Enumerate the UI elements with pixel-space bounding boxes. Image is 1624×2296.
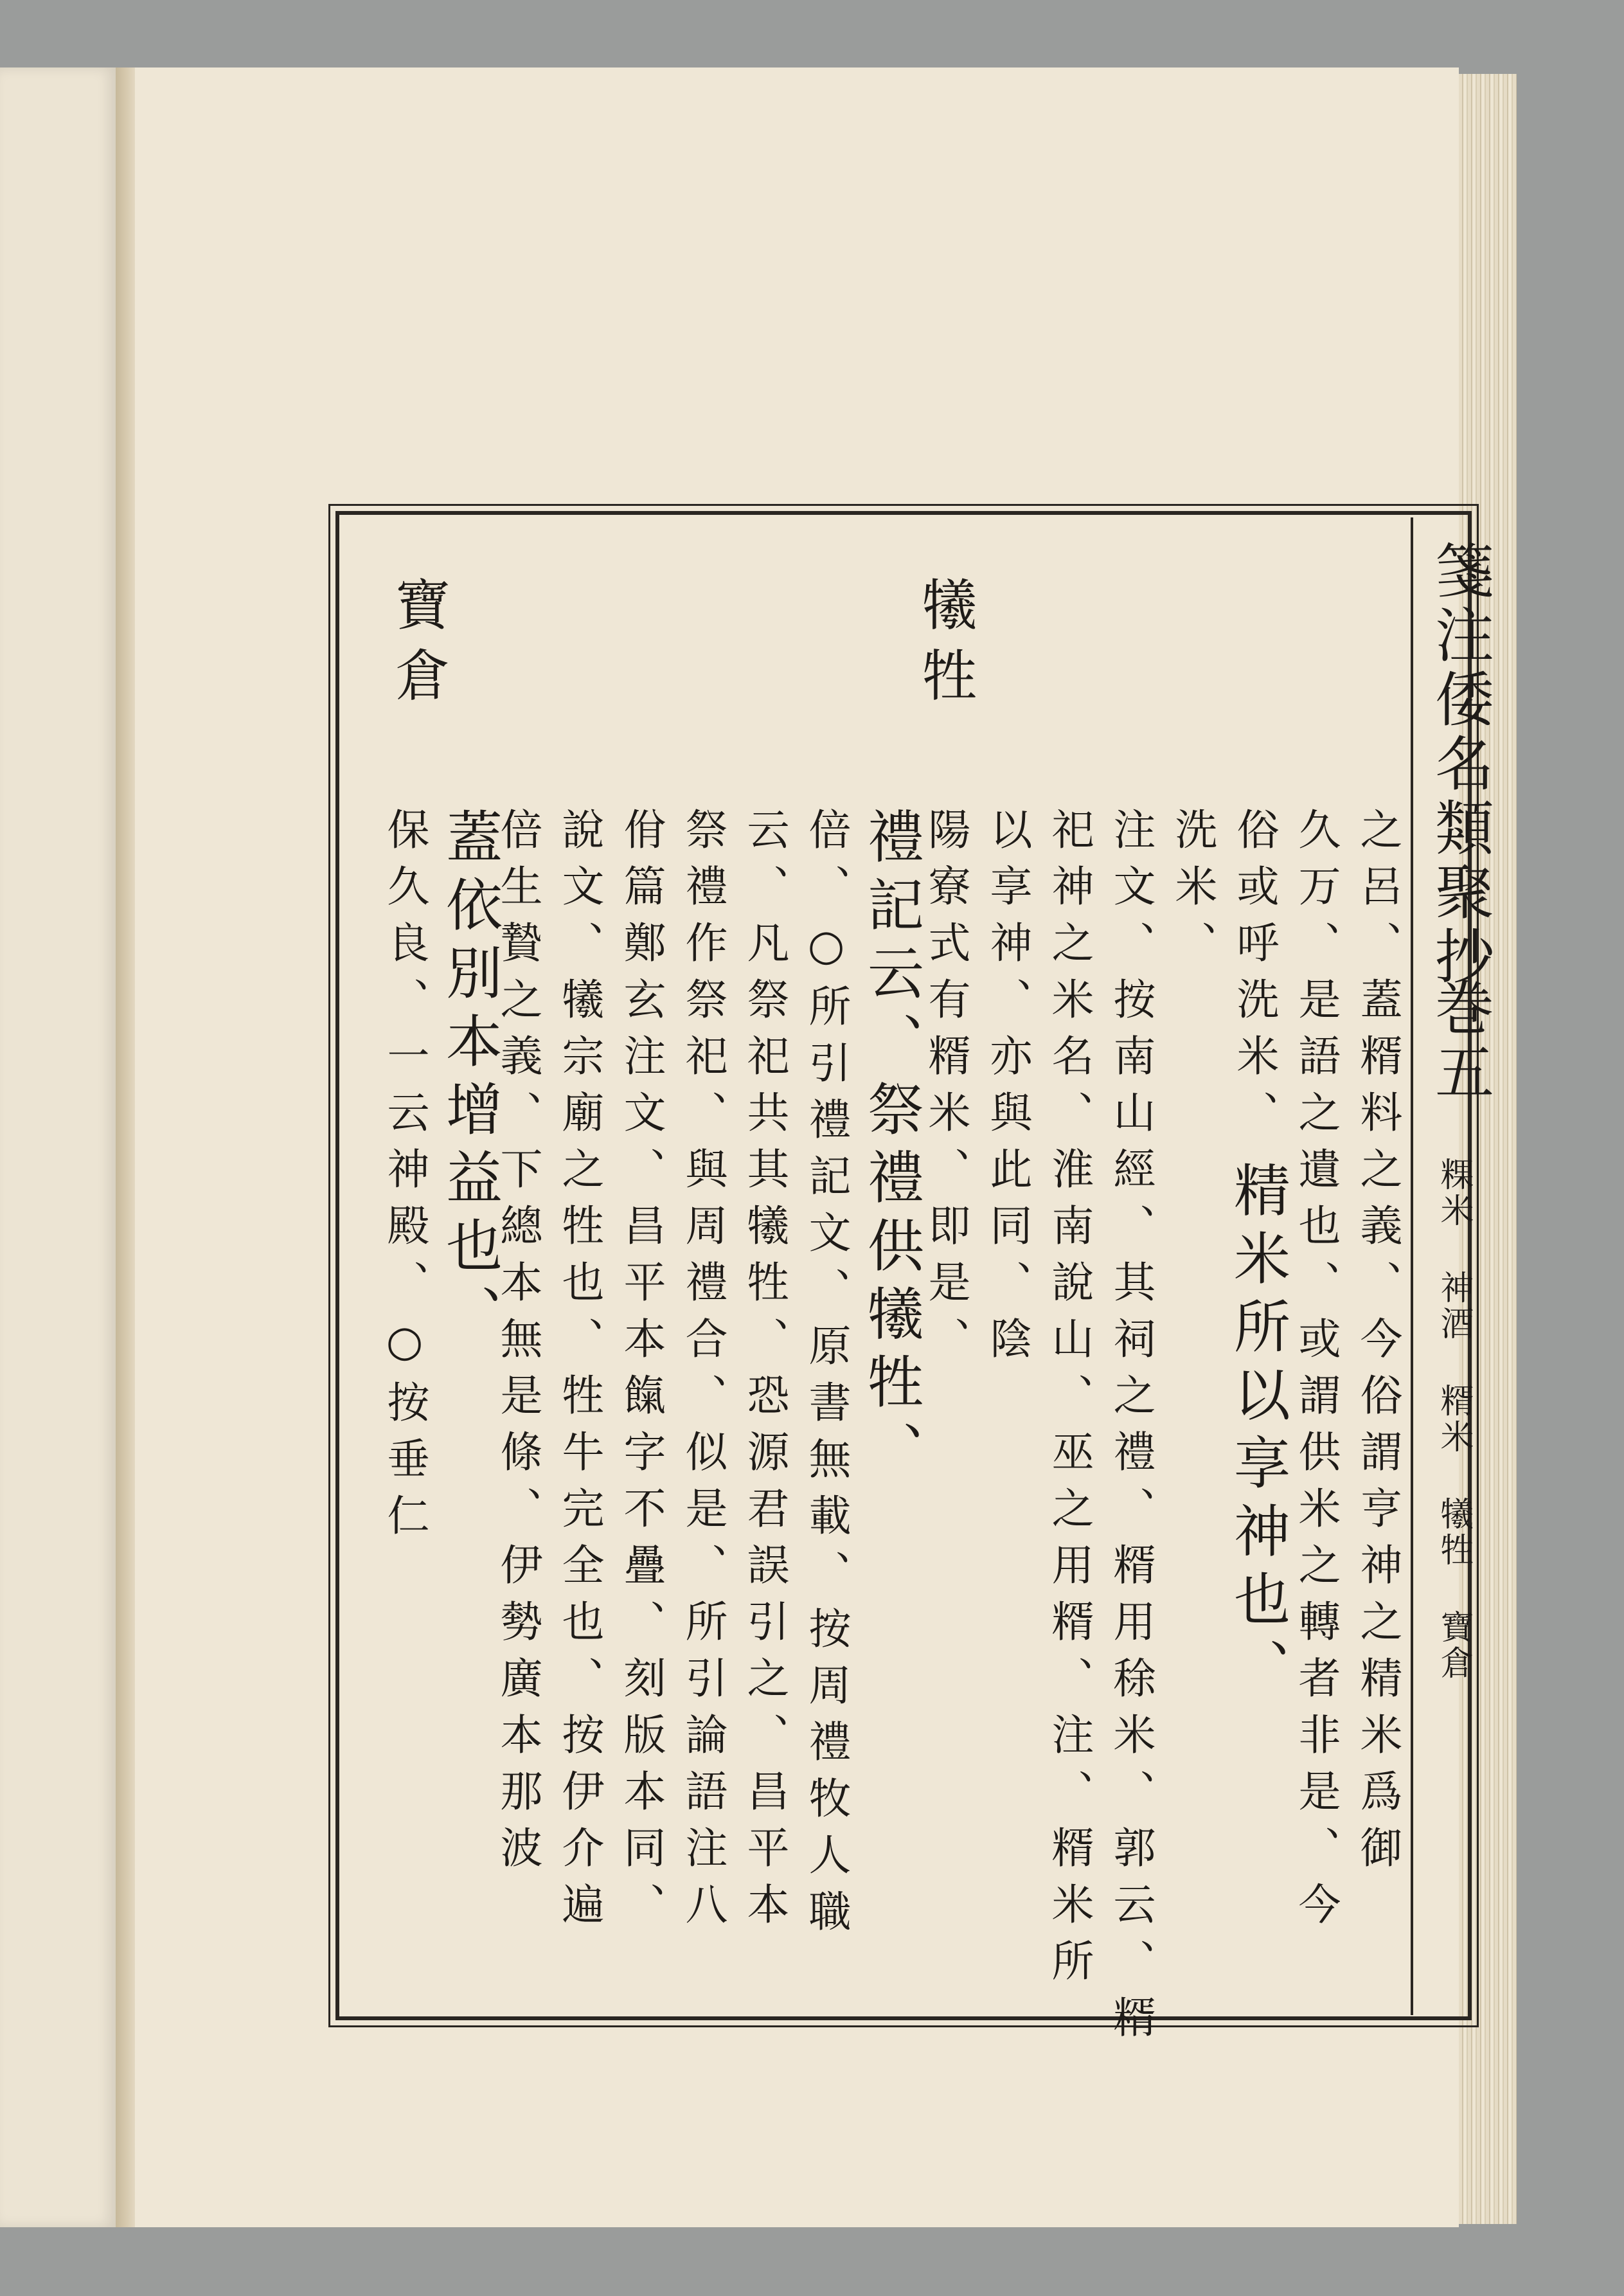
text-column: 倍、○所引禮記文、原書無載、按周禮牧人職 <box>801 807 851 1946</box>
text-column: 保久良、一云神殿、○按垂仁 <box>380 807 429 1550</box>
text-column: 俗或呼洗米、 <box>1229 807 1279 1147</box>
heading-treasury: 寶倉 <box>386 576 450 717</box>
text-column: 以享神、亦與此同、陰 <box>983 807 1032 1373</box>
margin-rule <box>1411 517 1413 2015</box>
entry-column: 禮記云、祭禮供犧牲、 <box>859 807 925 1489</box>
text-column: 陽寮式有糈米、即是、 <box>921 807 970 1373</box>
text-column: 久万、是語之遺也、或謂供米之轉者非是、今 <box>1291 807 1341 1939</box>
text-column: 祀神之米名、淮南說山、巫之用糈、注、糈米所 <box>1044 807 1094 1995</box>
text-column: 云、凡祭祀共其犧牲、恐源君誤引之、昌平本 <box>740 807 789 1939</box>
running-title: 箋注倭名類聚抄 <box>1425 540 1494 990</box>
entry-column: 精米所以享神也、 <box>1225 1161 1291 1706</box>
book-gutter <box>116 67 135 2227</box>
text-frame <box>335 511 1472 2052</box>
text-column: 洗米、 <box>1168 807 1217 977</box>
text-column: 說文、犧宗廟之牲也、牲牛完全也、按伊介遍 <box>555 807 604 1939</box>
text-column: 注文、按南山經、其祠之禮、糈用稌米、郭云、糈 <box>1106 807 1156 2052</box>
entry-column: 蓋依別本增益也、 <box>437 807 503 1352</box>
left-page <box>0 67 116 2227</box>
text-column: 祭禮作祭祀、與周禮合、似是、所引論語注八 <box>678 807 727 1939</box>
text-column: 之呂、蓋糈料之義、今俗謂亨神之精米爲御 <box>1353 807 1402 1882</box>
volume-label: 巻五 <box>1425 977 1494 1106</box>
section-subjects: 粿米 神酒 糈米 犧牲 寶倉 <box>1434 1157 1473 1682</box>
text-column: 佾篇鄭玄注文、昌平本餼字不疊、刻版本同、 <box>616 807 666 1939</box>
heading-sacrifice: 犧牲 <box>913 576 977 717</box>
text-column: 倍生贄之義、下總本無是條、伊勢廣本那波 <box>493 807 542 1882</box>
